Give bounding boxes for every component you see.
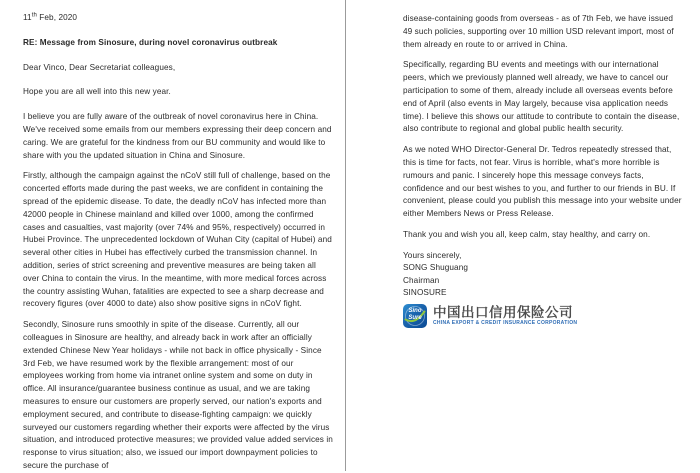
logo-mark-line2: Sure	[408, 315, 422, 322]
subject-line: RE: Message from Sinosure, during novel coronavirus outbreak	[23, 37, 278, 47]
logo-cn-name: 中国出口信用保险公司	[433, 305, 573, 321]
letter-page-2	[346, 0, 700, 471]
signature-block	[403, 250, 683, 300]
letter-page-1	[0, 0, 345, 471]
salutation-line: Dear Vinco, Dear Secretariat colleagues,	[23, 62, 176, 72]
date-ordinal: th	[31, 12, 37, 19]
date-rest: Feb, 2020	[36, 13, 78, 22]
sinosure-logo	[403, 304, 683, 328]
signature-closing: Yours sincerely,	[403, 250, 462, 260]
body-paragraph-intro: I believe you are fully aware of the outbreak of novel coronavirus here in China. We've received some emails from our members expressing their deep concern and caring. We are grateful for the kindness from our BU community and would like to share with you the updated situation in China and Sinosure.	[23, 112, 332, 160]
body-paragraph-who: As we noted WHO Director-General Dr. Tedros repeatedly stressed that, this is time for facts, not fear. Virus is horrible, what's more horrible is rumours and panic. I sincerely hope this message conveys facts, confidence and our best wishes to you, and further to our friends in BU. If convenient, please could you publish this message into your website under either Members News or Press Release.	[403, 145, 682, 219]
greeting-line: Hope you are all well into this new year.	[23, 87, 171, 97]
logo-en-name: CHINA EXPORT & CREDIT INSURANCE CORPORATION	[433, 320, 578, 327]
sinosure-logo-mark-icon	[403, 304, 427, 328]
body-paragraph-bu-events: Specifically, regarding BU events and meetings with our international peers, which we previously planned well already, we have to cancel our participation to some of them, already include all overseas events before end of April (also events in May largely, because visa application needs time). I believe this shows our attitude to contribute to contain the disease, also contribute to regional and global public health security.	[403, 60, 680, 134]
body-paragraph-thanks: Thank you and wish you all, keep calm, stay healthy, and carry on.	[403, 229, 651, 239]
logo-text	[433, 305, 577, 327]
date-line	[23, 12, 333, 25]
signature-name: SONG Shuguang	[403, 263, 469, 273]
body-paragraph-secondly: Secondly, Sinosure runs smoothly in spite of the disease. Currently, all our colleagues in Sinosure are healthy, and already back in work after an officially extended Chinese New Year holidays - while not back in office physically - Since 3rd Feb, we have resumed work by the flexible arrangement: most of our employees working from home via intranet online system and some on duty in office. All insurance/guarantee business continue as usual, and we are taking measures to ensure our customers are properly served, our nation's exports and employment secured, and contribute to disease-fighting campaign: we quickly surveyed our customers regarding whether their exports were affected by the virus situation, and introduced protective measures; we provided value added services in response to virus situation; also, we issued our import downpayment policies to secure the purchase of	[23, 320, 333, 470]
logo-mark-line1: Sino	[408, 308, 422, 315]
body-paragraph-policies: disease-containing goods from overseas - as of 7th Feb, we have issued 49 such policies, supporting over 10 million USD relevant import, most of them already en route to or arrived in China.	[403, 14, 674, 49]
signature-company: SINOSURE	[403, 287, 447, 297]
signature-title: Chairman	[403, 275, 440, 285]
date-day: 11	[23, 13, 32, 22]
logo-mark-text	[403, 308, 427, 322]
body-paragraph-firstly: Firstly, although the campaign against the nCoV still full of challenge, based on the concerted efforts made during the past weeks, we are confident in containing the spread of the epidemic disease. To date, the deadly nCoV has infected more than 42000 people in Chinese mainland and killed over 1000, among the confirmed cases and casualties, vast majority (over 74% and 95%, respectively) occurred in Hubei Province. The unprecedented lockdown of Wuhan City (capital of Hubei) and several other cities in Hubei has effectively curbed the transmission channel. In addition, series of strict screening and preventive measures are being taken all over China to contain the virus. In the meantime, with more medical forces across the country assisting Wuhan, fatalities are expected to see a sharp decrease and recovery figures (over 4000 to date) also show positive signs in nCoV fight.	[23, 171, 332, 309]
